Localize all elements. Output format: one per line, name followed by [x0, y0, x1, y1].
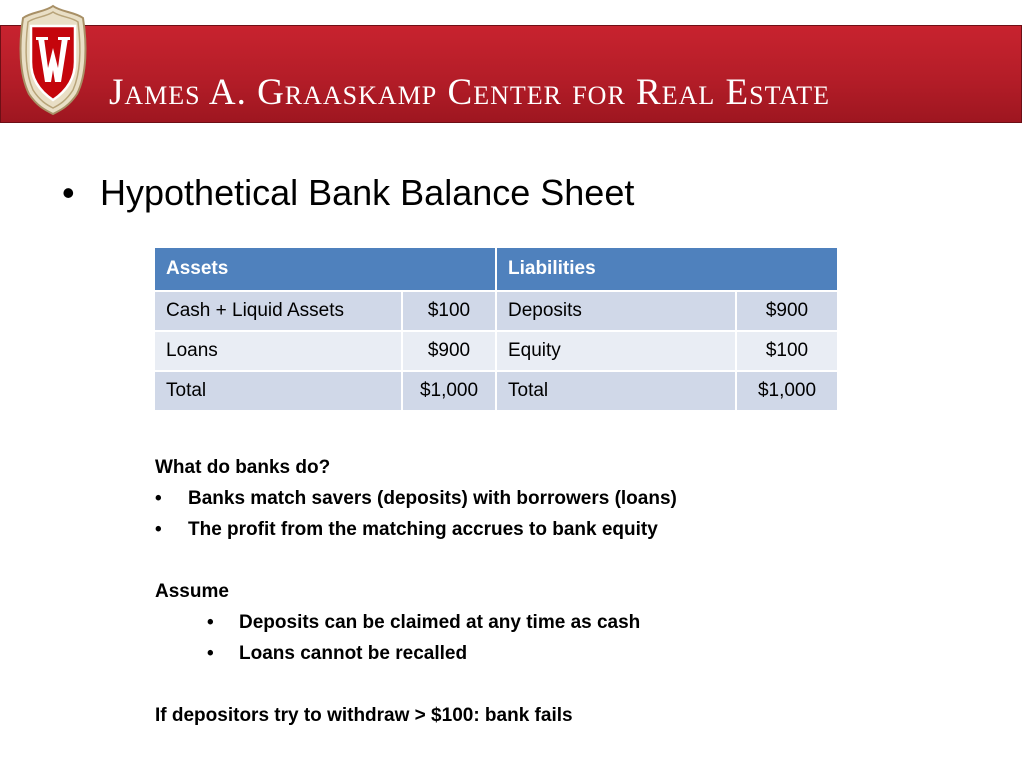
- table-cell: $1,000: [402, 371, 496, 411]
- header-banner: [0, 25, 1022, 123]
- body-text-block: [155, 452, 677, 731]
- table-cell: Loans: [154, 331, 402, 371]
- list-item-text: Deposits can be claimed at any time as cash: [239, 612, 641, 633]
- table-cell: Total: [154, 371, 402, 411]
- table-cell: $1,000: [736, 371, 838, 411]
- liabilities-header: Liabilities: [496, 247, 838, 291]
- table-row: [154, 331, 838, 371]
- heading-text: Hypothetical Bank Balance Sheet: [100, 172, 635, 213]
- table-cell: $100: [736, 331, 838, 371]
- conclusion-line: If depositors try to withdraw > $100: bank fails: [155, 705, 573, 726]
- list-item-text: Loans cannot be recalled: [239, 643, 468, 664]
- list-item: [155, 483, 677, 514]
- question-line: What do banks do?: [155, 457, 331, 478]
- table-cell: Cash + Liquid Assets: [154, 291, 402, 331]
- bullet: •: [207, 643, 214, 664]
- bullet: •: [207, 612, 214, 633]
- table-row: [154, 291, 838, 331]
- table-cell: Total: [496, 371, 736, 411]
- bullet: •: [155, 519, 162, 540]
- slide-heading: [62, 172, 634, 214]
- assume-label: Assume: [155, 581, 229, 602]
- assets-header: Assets: [154, 247, 496, 291]
- table-row: [154, 371, 838, 411]
- table-cell: Equity: [496, 331, 736, 371]
- uw-crest-logo: [17, 4, 89, 116]
- list-item-text: The profit from the matching accrues to bank equity: [188, 519, 658, 540]
- table-cell: $100: [402, 291, 496, 331]
- list-item: [155, 638, 677, 669]
- bullet: •: [155, 488, 162, 509]
- banner-title: James A. Graaskamp Center for Real Estate: [109, 72, 831, 113]
- list-item: [155, 514, 677, 545]
- table-cell: $900: [402, 331, 496, 371]
- list-item: [155, 607, 677, 638]
- table-header-row: [154, 247, 838, 291]
- table-cell: $900: [736, 291, 838, 331]
- list-item-text: Banks match savers (deposits) with borrowers (loans): [188, 488, 677, 509]
- heading-bullet: •: [62, 172, 75, 213]
- table-cell: Deposits: [496, 291, 736, 331]
- balance-sheet-table: [153, 246, 839, 412]
